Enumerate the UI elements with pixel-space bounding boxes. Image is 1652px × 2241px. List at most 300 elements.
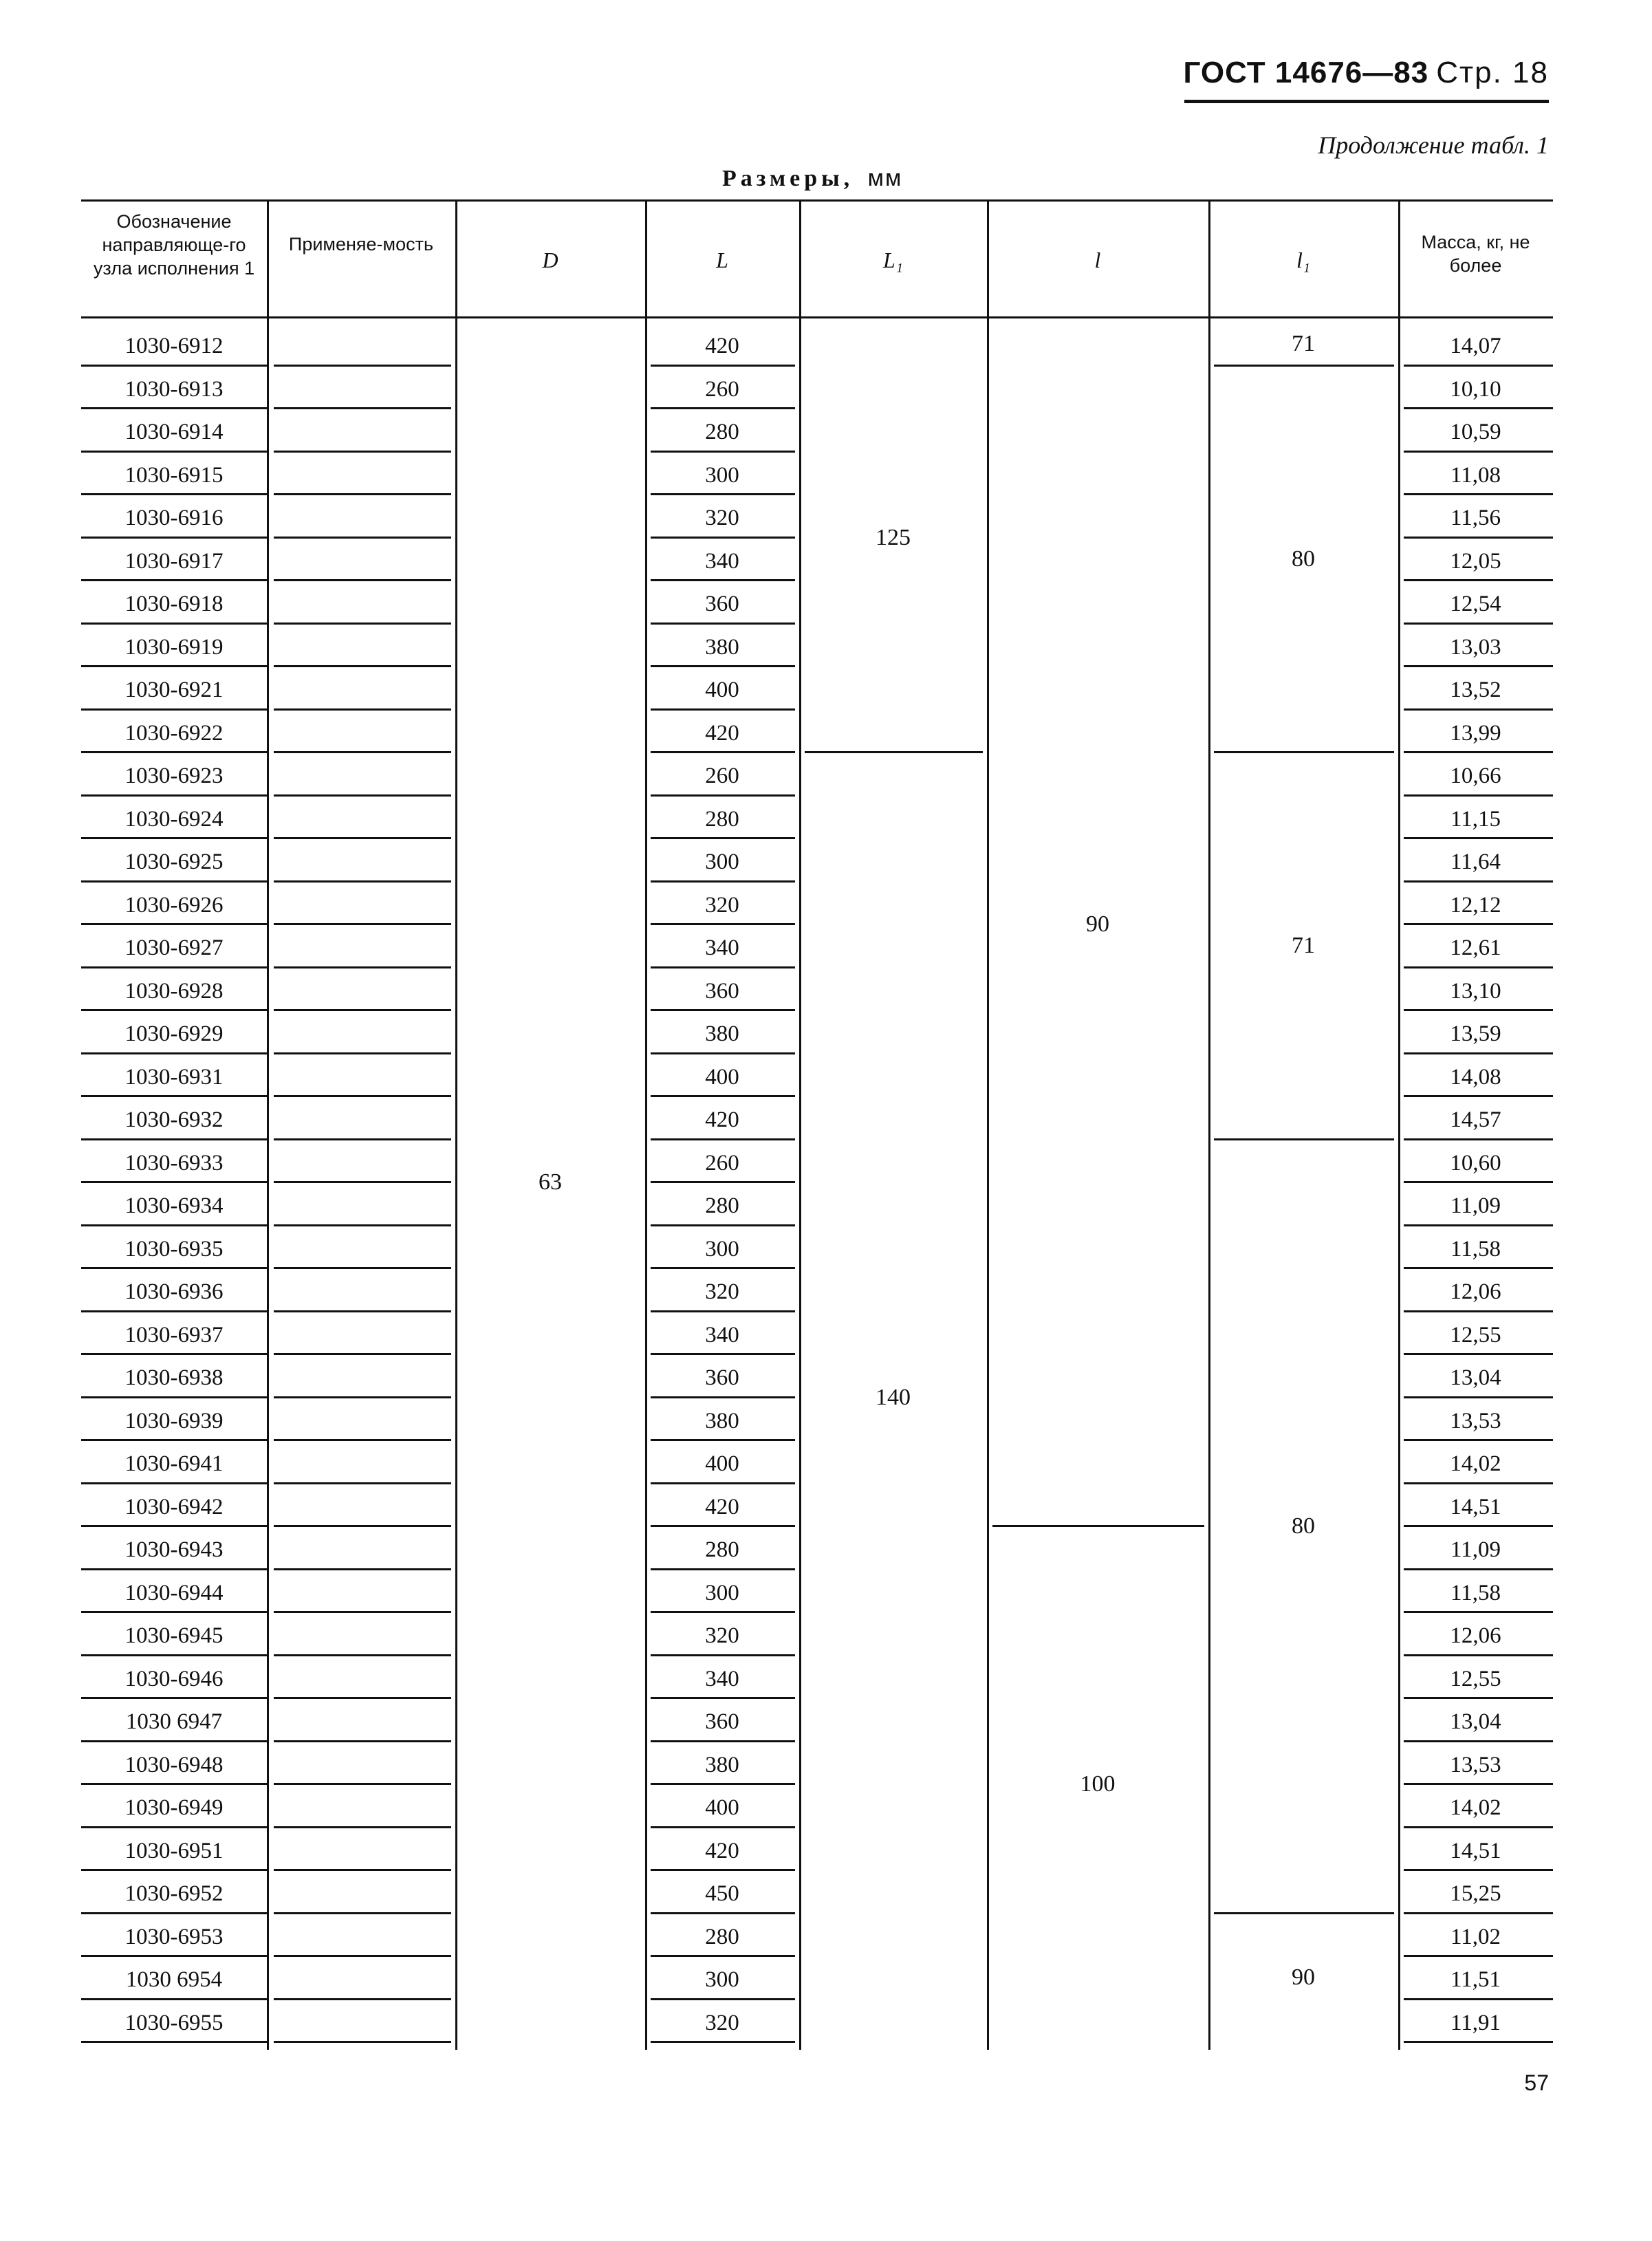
table-row-designation: 1030-6917 — [124, 548, 224, 574]
row-rule-applicability — [274, 1353, 451, 1355]
row-rule-designation — [81, 1568, 267, 1570]
row-rule-designation — [81, 1482, 267, 1484]
table-row-l-value: 420 — [705, 720, 739, 746]
table-row-designation: 1030-6946 — [124, 1666, 224, 1691]
row-rule-designation — [81, 579, 267, 581]
header-applicability: Применяе-мость — [288, 234, 434, 255]
table-row-l-value: 380 — [705, 634, 739, 660]
row-rule-designation — [81, 1396, 267, 1398]
row-rule-applicability — [274, 537, 451, 539]
table-row-designation: 1030 6954 — [125, 1967, 223, 1993]
header-designation: Обозначение направляюще-го узла исполнения 1 — [93, 211, 255, 279]
row-rule-mass — [1404, 1568, 1553, 1570]
row-rule-l — [651, 2041, 795, 2043]
table-row-l-value: 420 — [705, 334, 739, 359]
table-row-l-value: 260 — [705, 376, 739, 402]
row-rule-designation — [81, 622, 267, 625]
l1-lower-group-value: 71 — [1292, 933, 1315, 959]
table-row-designation: 1030-6955 — [124, 2010, 224, 2035]
table-row-mass: 11,09 — [1450, 1537, 1501, 1563]
table-row-mass: 12,12 — [1450, 892, 1501, 918]
table-top-rule — [81, 199, 1553, 202]
row-rule-designation — [81, 1310, 267, 1312]
row-rule-l — [651, 537, 795, 539]
table-row-mass: 10,66 — [1450, 764, 1501, 789]
table-row-l-value: 260 — [705, 1150, 739, 1176]
table-row-l-value: 300 — [705, 1580, 739, 1605]
table-row-mass: 11,58 — [1450, 1236, 1501, 1262]
row-rule-l — [651, 1310, 795, 1312]
table-row-l-value: 400 — [705, 678, 739, 703]
row-rule-l — [651, 837, 795, 839]
row-rule-designation — [81, 1955, 267, 1957]
l1-upper-group-value-rule — [805, 751, 983, 753]
header-l-lower: l — [1094, 248, 1101, 272]
table-row-l-value: 400 — [705, 1451, 739, 1477]
row-rule-designation — [81, 1740, 267, 1742]
row-rule-designation — [81, 1611, 267, 1613]
row-rule-applicability — [274, 493, 451, 495]
table-row-l-value: 360 — [705, 592, 739, 617]
column-rule — [455, 199, 457, 2050]
row-rule-mass — [1404, 2041, 1553, 2043]
table-row-l-value: 320 — [705, 1279, 739, 1305]
table-row-l-value: 420 — [705, 1107, 739, 1133]
row-rule-applicability — [274, 794, 451, 797]
table-row-mass: 14,51 — [1450, 1838, 1501, 1863]
row-rule-applicability — [274, 880, 451, 883]
table-row-mass: 13,10 — [1450, 978, 1501, 1004]
table-row-mass: 12,05 — [1450, 548, 1501, 574]
row-rule-mass — [1404, 1224, 1553, 1226]
table-row-designation: 1030 6947 — [125, 1709, 223, 1735]
row-rule-mass — [1404, 1826, 1553, 1828]
row-rule-mass — [1404, 665, 1553, 667]
table-row-l-value: 280 — [705, 1924, 739, 1949]
row-rule-mass — [1404, 794, 1553, 797]
table-row-mass: 12,55 — [1450, 1666, 1501, 1691]
header-d: D — [542, 248, 558, 272]
table-row-mass: 13,53 — [1450, 1752, 1501, 1777]
table-row-designation: 1030-6936 — [124, 1279, 224, 1305]
row-rule-applicability — [274, 451, 451, 453]
row-rule-applicability — [274, 407, 451, 409]
header-bottom-rule — [81, 316, 1553, 318]
l1-upper-group-value: 125 — [876, 524, 911, 550]
l1-lower-group-value: 71 — [1292, 331, 1315, 357]
table-row-l-value: 280 — [705, 806, 739, 832]
row-rule-applicability — [274, 1740, 451, 1742]
row-rule-l — [651, 1439, 795, 1441]
row-rule-designation — [81, 665, 267, 667]
table-row-designation: 1030-6938 — [124, 1365, 224, 1391]
row-rule-l — [651, 1224, 795, 1226]
table-row-designation: 1030-6953 — [124, 1924, 224, 1949]
row-rule-designation — [81, 1697, 267, 1699]
table-row-mass: 11,02 — [1450, 1924, 1501, 1949]
standard-number: ГОСТ 14676—83 — [1183, 56, 1429, 89]
row-rule-mass — [1404, 1998, 1553, 2000]
table-row-mass: 13,52 — [1450, 678, 1501, 703]
table-row-l-value: 360 — [705, 1365, 739, 1391]
table-row-l-value: 340 — [705, 935, 739, 961]
row-rule-applicability — [274, 2041, 451, 2043]
table-row-l-value: 340 — [705, 1322, 739, 1347]
table-row-designation: 1030-6929 — [124, 1021, 224, 1047]
table-row-mass: 15,25 — [1450, 1881, 1501, 1907]
table-row-mass: 12,06 — [1450, 1279, 1501, 1305]
row-rule-designation — [81, 751, 267, 753]
table-row-designation: 1030-6927 — [124, 935, 224, 961]
row-rule-mass — [1404, 1654, 1553, 1656]
table-row-mass: 14,08 — [1450, 1064, 1501, 1090]
row-rule-designation — [81, 837, 267, 839]
row-rule-l — [651, 365, 795, 367]
table-row-designation: 1030-6928 — [124, 978, 224, 1004]
table-row-l-value: 400 — [705, 1795, 739, 1821]
table-row-l-value: 380 — [705, 1021, 739, 1047]
table-row-l-value: 360 — [705, 978, 739, 1004]
table-row-mass: 14,02 — [1450, 1451, 1501, 1477]
table-row-designation: 1030-6922 — [124, 720, 224, 746]
l-lower-group-value-rule — [992, 1525, 1204, 1527]
table-row-designation: 1030-6926 — [124, 892, 224, 918]
table-row-designation: 1030-6932 — [124, 1107, 224, 1133]
row-rule-applicability — [274, 1224, 451, 1226]
table-row-designation: 1030-6948 — [124, 1752, 224, 1777]
row-rule-mass — [1404, 1439, 1553, 1441]
table-row-designation: 1030-6939 — [124, 1408, 224, 1433]
row-rule-designation — [81, 1439, 267, 1441]
row-rule-designation — [81, 451, 267, 453]
row-rule-l — [651, 966, 795, 968]
l-lower-group-value: 100 — [1080, 1771, 1116, 1797]
row-rule-l — [651, 451, 795, 453]
table-row-mass: 12,55 — [1450, 1322, 1501, 1347]
row-rule-applicability — [274, 1396, 451, 1398]
row-rule-mass — [1404, 1138, 1553, 1140]
row-rule-l — [651, 1998, 795, 2000]
row-rule-l — [651, 1912, 795, 1914]
table-row-designation: 1030-6923 — [124, 764, 224, 789]
row-rule-designation — [81, 1654, 267, 1656]
row-rule-mass — [1404, 1396, 1553, 1398]
row-rule-l — [651, 1138, 795, 1140]
column-rule — [267, 199, 269, 2050]
table-row-mass: 10,60 — [1450, 1150, 1501, 1176]
row-rule-mass — [1404, 1482, 1553, 1484]
row-rule-mass — [1404, 880, 1553, 883]
table-row-l-value: 380 — [705, 1408, 739, 1433]
table-row-designation: 1030-6914 — [124, 420, 224, 445]
row-rule-l — [651, 1009, 795, 1011]
row-rule-l — [651, 1654, 795, 1656]
row-rule-applicability — [274, 1482, 451, 1484]
table-row-l-value: 360 — [705, 1709, 739, 1735]
row-rule-l — [651, 794, 795, 797]
table-row-designation: 1030-6924 — [124, 806, 224, 832]
row-rule-mass — [1404, 1869, 1553, 1871]
table-row-mass: 12,06 — [1450, 1623, 1501, 1649]
page-label: Стр. 18 — [1436, 56, 1549, 89]
row-rule-mass — [1404, 1912, 1553, 1914]
table-row-designation: 1030-6952 — [124, 1881, 224, 1907]
table-row-mass: 12,54 — [1450, 592, 1501, 617]
row-rule-applicability — [274, 1525, 451, 1527]
row-rule-designation — [81, 1224, 267, 1226]
row-rule-designation — [81, 1826, 267, 1828]
row-rule-mass — [1404, 1611, 1553, 1613]
l1-lower-group-value-rule — [1214, 365, 1394, 367]
l1-lower-group-value-rule — [1214, 1912, 1394, 1914]
row-rule-applicability — [274, 1826, 451, 1828]
table-row-l-value: 320 — [705, 892, 739, 918]
row-rule-designation — [81, 1525, 267, 1527]
table-row-mass: 14,57 — [1450, 1107, 1501, 1133]
table-row-designation: 1030-6925 — [124, 849, 224, 875]
row-rule-l — [651, 1955, 795, 1957]
row-rule-designation — [81, 794, 267, 797]
table-row-mass: 11,51 — [1450, 1967, 1501, 1993]
row-rule-mass — [1404, 1955, 1553, 1957]
table-row-mass: 11,64 — [1450, 849, 1501, 875]
row-rule-applicability — [274, 1869, 451, 1871]
row-rule-designation — [81, 966, 267, 968]
l1-lower-group-value-rule — [1214, 1138, 1394, 1140]
table-row-mass: 13,53 — [1450, 1408, 1501, 1433]
table-row-mass: 14,51 — [1450, 1494, 1501, 1519]
row-rule-designation — [81, 923, 267, 925]
l1-upper-group-value: 140 — [876, 1384, 911, 1410]
table-row-l-value: 420 — [705, 1494, 739, 1519]
row-rule-mass — [1404, 451, 1553, 453]
table-row-mass: 11,56 — [1450, 506, 1501, 531]
table-row-mass: 13,59 — [1450, 1021, 1501, 1047]
row-rule-l — [651, 1181, 795, 1183]
row-rule-applicability — [274, 1955, 451, 1957]
row-rule-designation — [81, 537, 267, 539]
row-rule-applicability — [274, 1138, 451, 1140]
row-rule-l — [651, 1697, 795, 1699]
page-number: 57 — [1524, 2070, 1549, 2095]
table-row-designation: 1030-6943 — [124, 1537, 224, 1563]
l1-lower-group-value: 80 — [1292, 545, 1315, 572]
row-rule-designation — [81, 1009, 267, 1011]
table-row-l-value: 300 — [705, 849, 739, 875]
table-row-designation: 1030-6944 — [124, 1580, 224, 1605]
row-rule-mass — [1404, 751, 1553, 753]
row-rule-designation — [81, 1353, 267, 1355]
row-rule-l — [651, 1396, 795, 1398]
table-row-mass: 13,03 — [1450, 634, 1501, 660]
row-rule-mass — [1404, 622, 1553, 625]
row-rule-mass — [1404, 1697, 1553, 1699]
row-rule-designation — [81, 1912, 267, 1914]
l-lower-group-value: 90 — [1086, 911, 1109, 937]
row-rule-l — [651, 751, 795, 753]
row-rule-l — [651, 1740, 795, 1742]
row-rule-applicability — [274, 1611, 451, 1613]
table-row-designation: 1030-6916 — [124, 506, 224, 531]
row-rule-l — [651, 1482, 795, 1484]
row-rule-l — [651, 1568, 795, 1570]
table-row-designation: 1030-6921 — [124, 678, 224, 703]
row-rule-designation — [81, 1095, 267, 1097]
table-row-mass: 13,04 — [1450, 1365, 1501, 1391]
row-rule-l — [651, 1052, 795, 1054]
row-rule-mass — [1404, 966, 1553, 968]
table-row-designation: 1030-6931 — [124, 1064, 224, 1090]
table-row-designation: 1030-6942 — [124, 1494, 224, 1519]
table-row-l-value: 300 — [705, 1967, 739, 1993]
row-rule-mass — [1404, 579, 1553, 581]
table-row-designation: 1030-6949 — [124, 1795, 224, 1821]
row-rule-applicability — [274, 966, 451, 968]
row-rule-l — [651, 579, 795, 581]
table-row-designation: 1030-6935 — [124, 1236, 224, 1262]
row-rule-l — [651, 1525, 795, 1527]
row-rule-applicability — [274, 1697, 451, 1699]
table-row-designation: 1030-6933 — [124, 1150, 224, 1176]
table-row-mass: 14,07 — [1450, 334, 1501, 359]
table-row-l-value: 280 — [705, 420, 739, 445]
row-rule-designation — [81, 407, 267, 409]
row-rule-applicability — [274, 1912, 451, 1914]
header-l-upper: L — [716, 248, 728, 272]
row-rule-l — [651, 1095, 795, 1097]
row-rule-l — [651, 1611, 795, 1613]
row-rule-l — [651, 493, 795, 495]
row-rule-applicability — [274, 708, 451, 711]
row-rule-applicability — [274, 1267, 451, 1269]
row-rule-mass — [1404, 1783, 1553, 1785]
row-rule-mass — [1404, 1009, 1553, 1011]
header-mass: Масса, кг, не более — [1421, 232, 1530, 276]
column-rule — [799, 199, 801, 2050]
table-row-l-value: 300 — [705, 1236, 739, 1262]
table-row-l-value: 280 — [705, 1537, 739, 1563]
row-rule-applicability — [274, 1783, 451, 1785]
table-row-mass: 11,15 — [1450, 806, 1501, 832]
row-rule-l — [651, 1869, 795, 1871]
row-rule-designation — [81, 708, 267, 711]
table-row-designation: 1030-6937 — [124, 1322, 224, 1347]
row-rule-l — [651, 708, 795, 711]
row-rule-mass — [1404, 365, 1553, 367]
row-rule-applicability — [274, 1181, 451, 1183]
table-row-l-value: 260 — [705, 764, 739, 789]
row-rule-mass — [1404, 1181, 1553, 1183]
row-rule-mass — [1404, 708, 1553, 711]
row-rule-l — [651, 622, 795, 625]
header-l1-upper: L₁ — [883, 248, 903, 272]
row-rule-applicability — [274, 1095, 451, 1097]
row-rule-applicability — [274, 751, 451, 753]
row-rule-designation — [81, 1998, 267, 2000]
row-rule-mass — [1404, 837, 1553, 839]
row-rule-l — [651, 880, 795, 883]
table-row-l-value: 300 — [705, 462, 739, 488]
row-rule-l — [651, 923, 795, 925]
table-row-designation: 1030-6915 — [124, 462, 224, 488]
table-row-designation: 1030-6913 — [124, 376, 224, 402]
row-rule-mass — [1404, 1052, 1553, 1054]
table-row-designation: 1030-6951 — [124, 1838, 224, 1863]
table-row-mass: 11,58 — [1450, 1580, 1501, 1605]
row-rule-applicability — [274, 1009, 451, 1011]
row-rule-designation — [81, 880, 267, 883]
table-row-designation: 1030-6941 — [124, 1451, 224, 1477]
row-rule-mass — [1404, 1353, 1553, 1355]
row-rule-mass — [1404, 923, 1553, 925]
d-group-value: 63 — [539, 1169, 562, 1195]
table-row-l-value: 340 — [705, 548, 739, 574]
row-rule-mass — [1404, 1525, 1553, 1527]
row-rule-designation — [81, 1267, 267, 1269]
row-rule-designation — [81, 1869, 267, 1871]
row-rule-designation — [81, 365, 267, 367]
row-rule-applicability — [274, 1654, 451, 1656]
row-rule-designation — [81, 1783, 267, 1785]
row-rule-applicability — [274, 1310, 451, 1312]
table-row-mass: 11,08 — [1450, 462, 1501, 488]
row-rule-mass — [1404, 1740, 1553, 1742]
l1-lower-group-value: 90 — [1292, 1964, 1315, 1991]
row-rule-applicability — [274, 923, 451, 925]
table-row-l-value: 280 — [705, 1193, 739, 1219]
row-rule-l — [651, 1267, 795, 1269]
row-rule-mass — [1404, 1267, 1553, 1269]
table-row-designation: 1030-6945 — [124, 1623, 224, 1649]
row-rule-mass — [1404, 493, 1553, 495]
table-row-l-value: 320 — [705, 2010, 739, 2035]
table-row-l-value: 400 — [705, 1064, 739, 1090]
row-rule-applicability — [274, 665, 451, 667]
table-row-mass: 13,99 — [1450, 720, 1501, 746]
table-row-mass: 11,91 — [1450, 2010, 1501, 2035]
row-rule-applicability — [274, 1998, 451, 2000]
row-rule-mass — [1404, 1095, 1553, 1097]
l1-lower-group-value-rule — [1214, 751, 1394, 753]
row-rule-applicability — [274, 622, 451, 625]
table-row-l-value: 380 — [705, 1752, 739, 1777]
row-rule-l — [651, 1826, 795, 1828]
row-rule-applicability — [274, 579, 451, 581]
table-row-mass: 10,10 — [1450, 376, 1501, 402]
table-row-mass: 14,02 — [1450, 1795, 1501, 1821]
table-continuation-label: Продолжение табл. 1 — [1318, 131, 1549, 159]
row-rule-l — [651, 665, 795, 667]
table-row-designation: 1030-6919 — [124, 634, 224, 660]
table-row-l-value: 450 — [705, 1881, 739, 1907]
dimensions-word: Размеры, — [722, 166, 854, 191]
table-row-l-value: 340 — [705, 1666, 739, 1691]
row-rule-mass — [1404, 407, 1553, 409]
row-rule-applicability — [274, 837, 451, 839]
table-row-mass: 11,09 — [1450, 1193, 1501, 1219]
row-rule-designation — [81, 2041, 267, 2043]
table-row-designation: 1030-6912 — [124, 334, 224, 359]
row-rule-applicability — [274, 1052, 451, 1054]
row-rule-designation — [81, 1181, 267, 1183]
l1-lower-group-value: 80 — [1292, 1513, 1315, 1539]
table-row-mass: 10,59 — [1450, 420, 1501, 445]
table-row-l-value: 420 — [705, 1838, 739, 1863]
column-rule — [1208, 199, 1210, 2050]
table-row-l-value: 320 — [705, 506, 739, 531]
row-rule-l — [651, 407, 795, 409]
table-row-mass: 13,04 — [1450, 1709, 1501, 1735]
